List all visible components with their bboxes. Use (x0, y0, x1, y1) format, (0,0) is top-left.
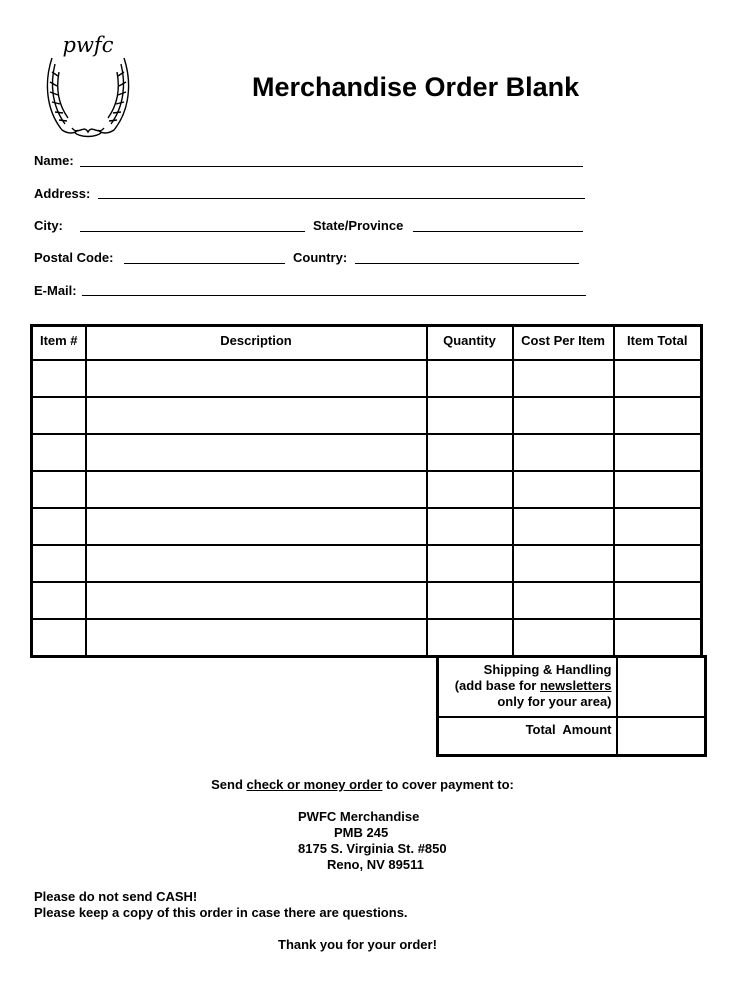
cost-per-item-cell[interactable] (513, 582, 614, 619)
col-item-number: Item # (32, 326, 86, 360)
quantity-cell[interactable] (427, 582, 513, 619)
address-field[interactable] (98, 198, 585, 199)
postal-code-label: Postal Code: (34, 250, 114, 265)
quantity-cell[interactable] (427, 508, 513, 545)
item-number-cell[interactable] (32, 508, 86, 545)
table-row (32, 434, 702, 471)
totals-table (436, 655, 707, 757)
newsletters-text: newsletters (539, 678, 612, 693)
item-number-cell[interactable] (32, 471, 86, 508)
form-title: Merchandise Order Blank (252, 72, 580, 102)
city-label: City: (34, 218, 63, 233)
description-cell[interactable] (86, 471, 427, 508)
cost-per-item-cell[interactable] (513, 545, 614, 582)
item-total-cell[interactable] (614, 360, 702, 397)
address-line-3: 8175 S. Virginia St. #850 (298, 841, 447, 856)
item-total-cell[interactable] (614, 582, 702, 619)
address-line-4: Reno, NV 89511 (327, 857, 424, 872)
col-quantity: Quantity (427, 326, 513, 360)
table-row (32, 471, 702, 508)
description-cell[interactable] (86, 434, 427, 471)
cost-per-item-cell[interactable] (513, 619, 614, 657)
shipping-label: Shipping & Handling (add base for newsletters only for your area) (438, 657, 617, 717)
table-row (32, 360, 702, 397)
item-number-cell[interactable] (32, 582, 86, 619)
thank-you-text: Thank you for your order! (278, 937, 437, 952)
items-table (30, 324, 703, 658)
quantity-cell[interactable] (427, 471, 513, 508)
email-label: E-Mail: (34, 283, 77, 298)
quantity-cell[interactable] (427, 434, 513, 471)
table-row (32, 582, 702, 619)
state-field[interactable] (413, 231, 583, 232)
cost-per-item-cell[interactable] (513, 360, 614, 397)
item-number-cell[interactable] (32, 397, 86, 434)
shipping-row (438, 657, 706, 717)
item-total-cell[interactable] (614, 434, 702, 471)
cost-per-item-cell[interactable] (513, 471, 614, 508)
table-row (32, 545, 702, 582)
no-cash-note: Please do not send CASH! (34, 889, 198, 904)
item-number-cell[interactable] (32, 360, 86, 397)
quantity-cell[interactable] (427, 619, 513, 657)
item-total-cell[interactable] (614, 619, 702, 657)
shipping-amount-cell[interactable] (617, 657, 706, 717)
description-cell[interactable] (86, 582, 427, 619)
col-item-total: Item Total (614, 326, 702, 360)
description-cell[interactable] (86, 545, 427, 582)
table-header-row (32, 326, 702, 360)
item-total-cell[interactable] (614, 508, 702, 545)
description-cell[interactable] (86, 360, 427, 397)
item-number-cell[interactable] (32, 545, 86, 582)
table-row (32, 397, 702, 434)
payment-instructions: Send check or money order to cover payment to: (211, 777, 514, 792)
email-field[interactable] (82, 295, 586, 296)
total-amount-cell[interactable] (617, 717, 706, 756)
address-line-2: PMB 245 (334, 825, 389, 840)
description-cell[interactable] (86, 508, 427, 545)
keep-copy-note: Please keep a copy of this order in case there are questions. (34, 905, 408, 920)
winged-logo-icon (38, 32, 138, 140)
quantity-cell[interactable] (427, 545, 513, 582)
table-row (32, 619, 702, 657)
name-field[interactable] (80, 166, 583, 167)
pwfc-logo (38, 32, 138, 140)
cost-per-item-cell[interactable] (513, 397, 614, 434)
city-field[interactable] (80, 231, 305, 232)
total-amount-label: Total Amount (438, 717, 617, 756)
description-cell[interactable] (86, 397, 427, 434)
address-label: Address: (34, 186, 91, 201)
table-row (32, 508, 702, 545)
address-line-1: PWFC Merchandise (298, 809, 420, 824)
state-label: State/Province (313, 218, 404, 233)
item-number-cell[interactable] (32, 619, 86, 657)
item-total-cell[interactable] (614, 545, 702, 582)
item-total-cell[interactable] (614, 471, 702, 508)
country-field[interactable] (355, 263, 579, 264)
cost-per-item-cell[interactable] (513, 434, 614, 471)
name-label: Name: (34, 153, 74, 168)
col-cost-per-item: Cost Per Item (513, 326, 614, 360)
quantity-cell[interactable] (427, 397, 513, 434)
col-description: Description (86, 326, 427, 360)
total-row (438, 717, 706, 756)
item-number-cell[interactable] (32, 434, 86, 471)
quantity-cell[interactable] (427, 360, 513, 397)
description-cell[interactable] (86, 619, 427, 657)
item-total-cell[interactable] (614, 397, 702, 434)
cost-per-item-cell[interactable] (513, 508, 614, 545)
svg-text:pwfc: pwfc (62, 33, 114, 57)
country-label: Country: (293, 250, 348, 265)
postal-code-field[interactable] (124, 263, 285, 264)
